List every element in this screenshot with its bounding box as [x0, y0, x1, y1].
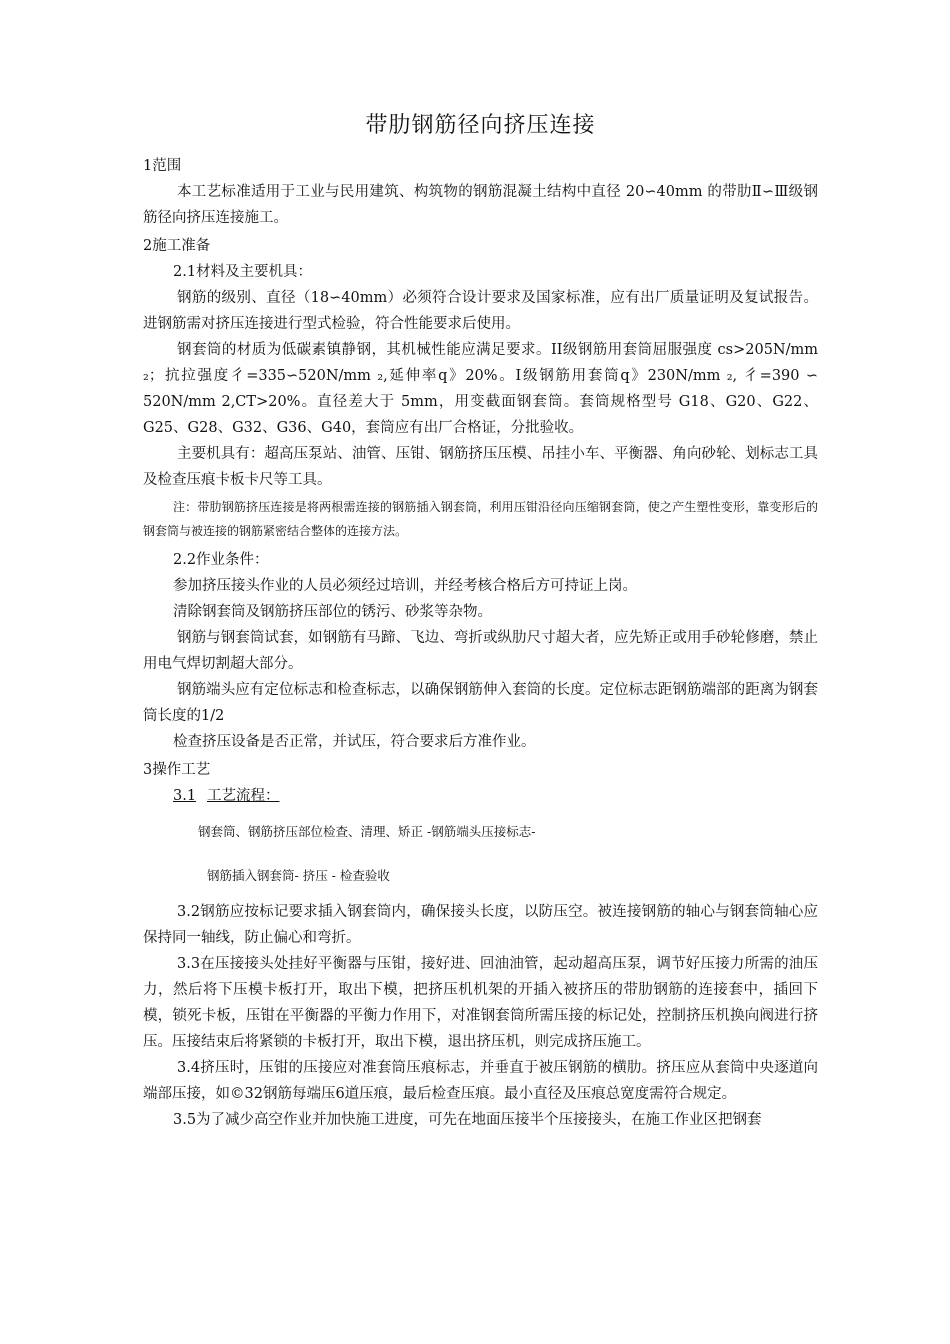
section-3-1-heading [143, 783, 818, 809]
process-flow-line-1: 钢套筒、钢筋挤压部位检查、清理、矫正 -钢筋端头压接标志- [198, 824, 536, 839]
paragraph-training: 参加挤压接头作业的人员必须经过培训，并经考核合格后方可持证上岗。 [173, 578, 637, 594]
paragraph-equipment-check: 检查挤压设备是否正常，并试压，符合要求后方准作业。 [173, 734, 536, 750]
note-paragraph: 注：带肋钢筋挤压连接是将两根需连接的钢筋插入钢套筒，利用压钳沿径向压缩钢套筒，使之产生塑性变形，靠变形后的钢套筒与被连接的钢筋紧密结合整体的连接方法。 [143, 500, 818, 538]
paragraph-sleeve-material: 钢套筒的材质为低碳素镇静钢，其机械性能应满足要求。II级钢筋用套筒屈服强度 cs>205N/mm ₂；抗拉强度彳=335∽520N/mm ₂,延伸率q》20%。I级钢筋用套筒q》230N/mm ₂, 彳=390 ∽ 520N/mm 2,CT>20%。直径差大于 5mm，用变截面钢套筒。套筒规格型号 G18、G20、G22、G25、G28、G32、G36、G40，套筒应有出厂合格证，分批验收。 [143, 342, 818, 436]
section-3-1-number: 3.1 [173, 788, 197, 804]
paragraph-3-5: 3.5为了减少高空作业并加快施工进度，可先在地面压接半个压接接头，在施工作业区把钢套 [173, 1112, 762, 1128]
process-flow-line-2: 钢筋插入钢套筒- 挤压 - 检查验收 [207, 868, 390, 883]
paragraph-3-2: 3.2钢筋应按标记要求插入钢套筒内，确保接头长度，以防压空。被连接钢筋的轴心与钢套筒轴心应保持同一轴线，防止偏心和弯折。 [143, 904, 818, 946]
section-1-paragraph: 本工艺标准适用于工业与民用建筑、构筑物的钢筋混凝土结构中直径 20∽40mm 的带肋Ⅱ∽Ⅲ级钢筋径向挤压连接施工。 [143, 184, 818, 226]
section-2-heading: 2施工准备 [143, 238, 211, 254]
section-3-1-label: 工艺流程： [207, 788, 280, 804]
document-page [143, 108, 818, 1133]
paragraph-cleaning: 清除钢套筒及钢筋挤压部位的锈污、砂浆等杂物。 [173, 604, 492, 620]
paragraph-3-3: 3.3在压接接头处挂好平衡器与压钳，接好进、回油油管，起动超高压泵，调节好压接力所需的油压力，然后将下压模卡板打开，取出下模，把挤压机机架的开插入被挤压的带肋钢筋的连接套中，插回下模，锁死卡板，压钳在平衡器的平衡力作用下，对准钢套筒所需压接的标记处，控制挤压机换向阀进行挤压。压接结束后将紧锁的卡板打开，取出下模，退出挤压机，则完成挤压施工。 [143, 956, 818, 1050]
paragraph-3-4: 3.4挤压时，压钳的压接应对准套筒压痕标志，并垂直于被压钢筋的横肋。挤压应从套筒中央逐道向端部压接，如©32钢筋每端压6道压痕，最后检查压痕。最小直径及压痕总宽度需符合规定。 [143, 1060, 818, 1102]
section-1-heading: 1范围 [143, 158, 182, 174]
document-title: 带肋钢筋径向挤压连接 [365, 113, 596, 138]
section-2-1-heading: 2.1材料及主要机具： [173, 264, 313, 280]
paragraph-rebar-grade: 钢筋的级别、直径（18∽40mm）必须符合设计要求及国家标准，应有出厂质量证明及复试报告。进钢筋需对挤压连接进行型式检验，符合性能要求后使用。 [143, 290, 818, 332]
paragraph-marks: 钢筋端头应有定位标志和检查标志，以确保钢筋伸入套筒的长度。定位标志距钢筋端部的距离为钢套筒长度的1/2 [143, 682, 818, 724]
paragraph-main-tools: 主要机具有：超高压泵站、油管、压钳、钢筋挤压压模、吊挂小车、平衡器、角向砂轮、划标志工具及检查压痕卡板卡尺等工具。 [143, 446, 818, 488]
section-2-2-heading: 2.2作业条件： [173, 552, 269, 568]
section-3-heading: 3操作工艺 [143, 762, 211, 778]
paragraph-trial-fit: 钢筋与钢套筒试套，如钢筋有马蹄、飞边、弯折或纵肋尺寸超大者，应先矫正或用手砂轮修磨，禁止用电气焊切割超大部分。 [143, 630, 818, 672]
